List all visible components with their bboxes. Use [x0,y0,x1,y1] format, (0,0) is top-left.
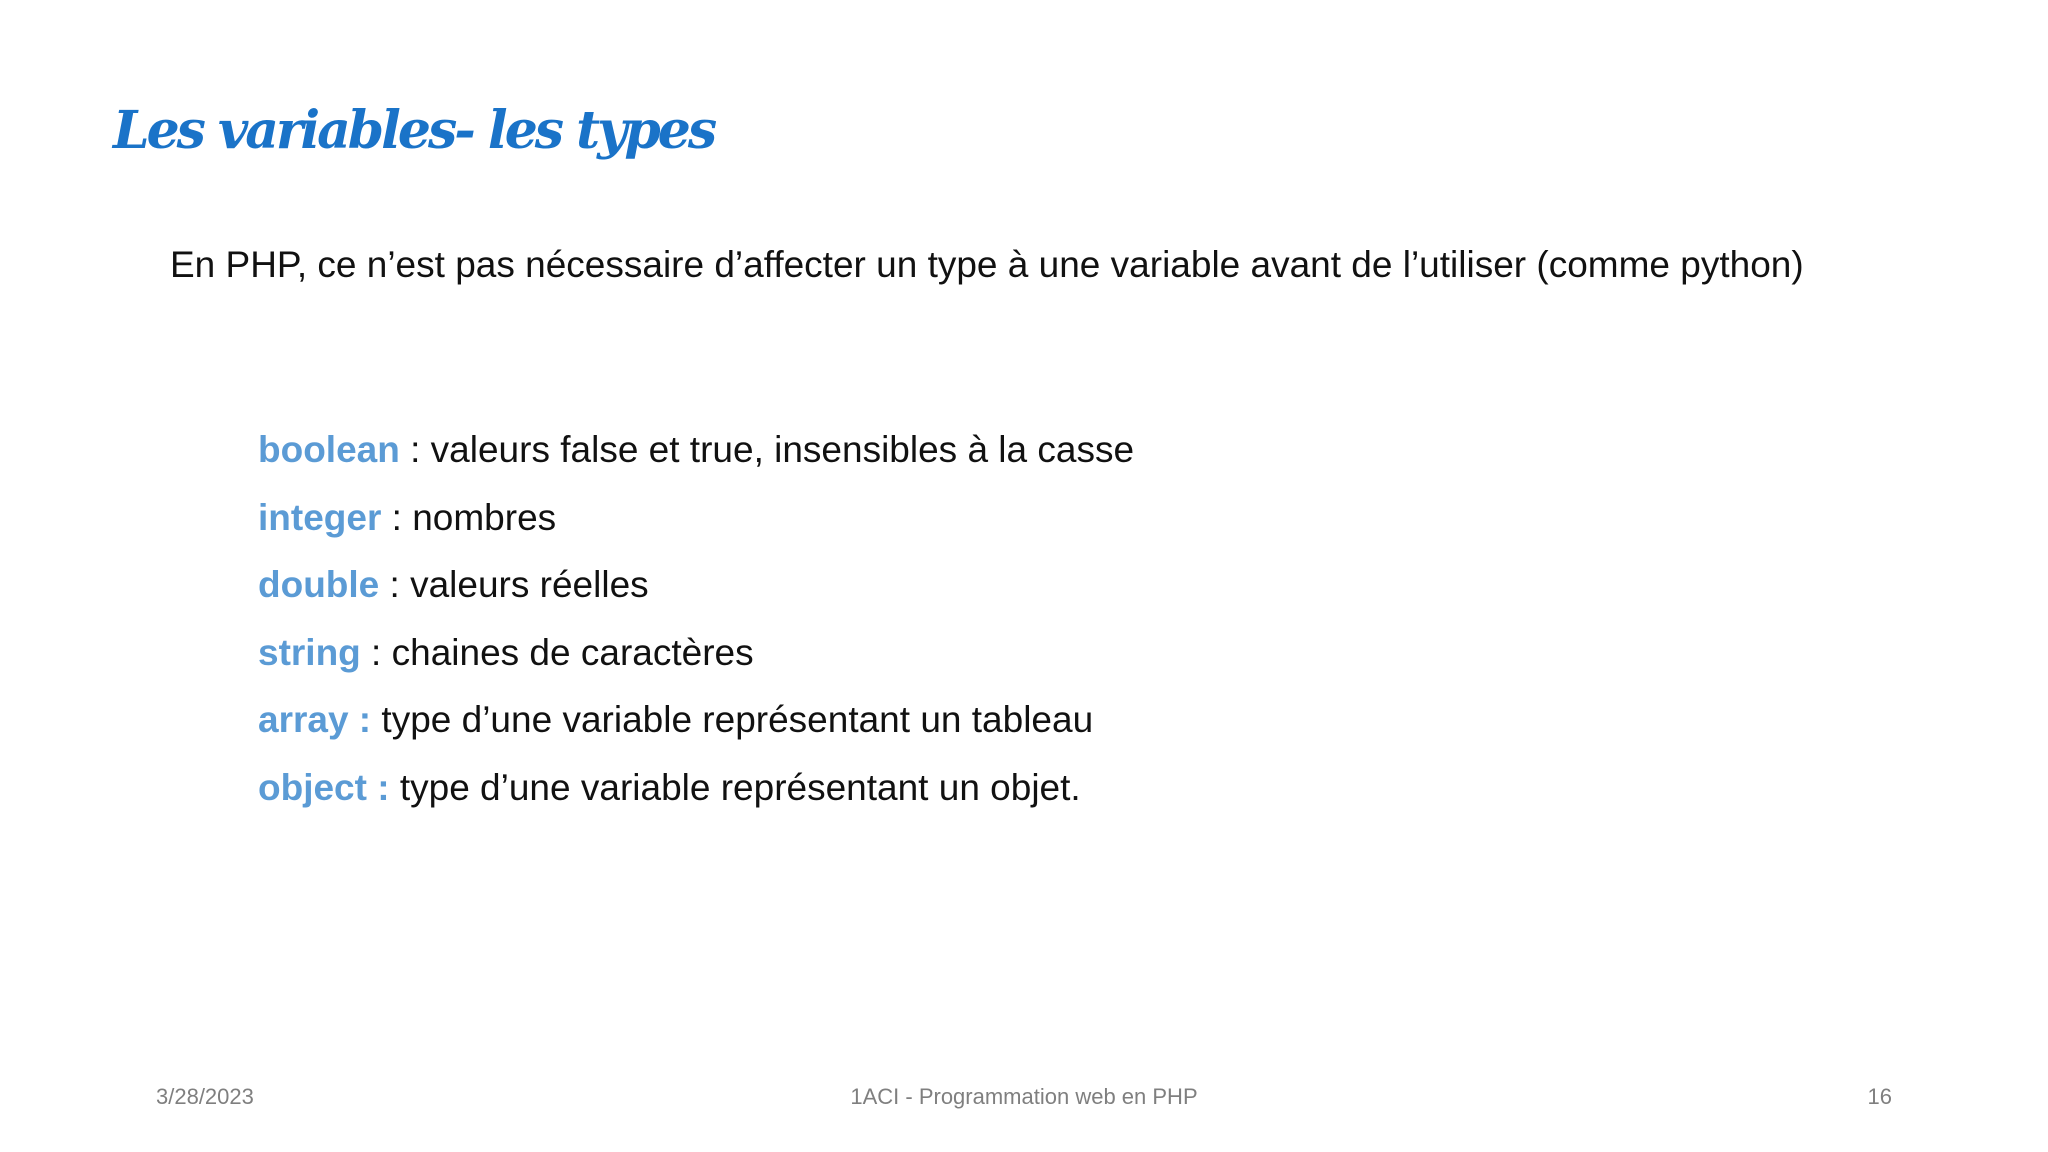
footer-date: 3/28/2023 [156,1084,254,1109]
type-name: boolean [258,429,400,470]
intro-text: En PHP, ce n’est pas nécessaire d’affecter un type à une variable avant de l’utiliser (comme python) [170,244,1804,285]
slide-title: Les variables- les types [113,100,715,161]
type-description: type d’une variable représentant un objet. [389,766,1081,808]
type-name: integer [258,496,382,538]
type-item-double [258,559,1134,627]
type-item-array [258,694,1134,762]
type-description: : nombres [381,496,557,538]
type-description: : chaines de caractères [360,631,754,673]
type-item-integer [258,492,1134,560]
type-name: object : [258,766,390,808]
footer-course-title: 1ACI - Programmation web en PHP [850,1084,1198,1109]
type-name: string [258,631,361,673]
type-name: array : [258,699,372,740]
type-description: : valeurs false et true, insensibles à la casse [399,429,1135,470]
type-description: type d’une variable représentant un tableau [371,699,1094,740]
type-item-object [258,762,1134,830]
type-name: double [258,564,380,605]
type-item-boolean [258,424,1134,492]
footer-page-number: 16 [1867,1084,1892,1109]
type-item-string [258,627,1134,695]
type-list [258,424,1134,829]
type-description: : valeurs réelles [379,564,649,605]
